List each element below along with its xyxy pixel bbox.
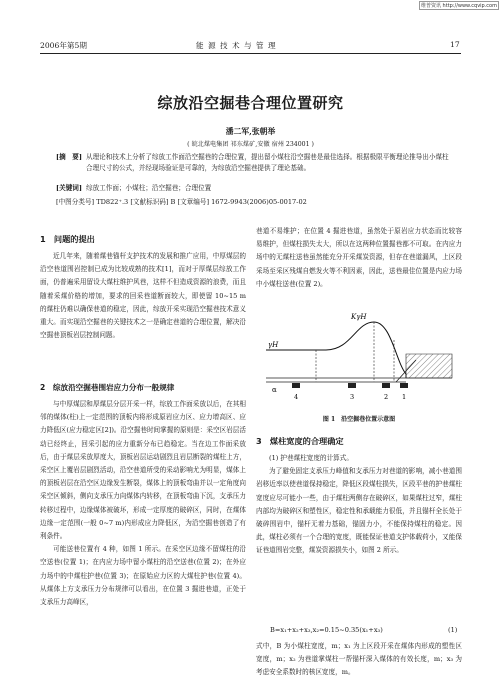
paragraph: 近几年来，随着煤巷锚杆支护技术的发展和推广应用，中厚煤层的沿空巷道围岩控制已成为比较成熟的技术[1]，而对于厚煤层综放工作面，仍普遍采用留设大煤柱维护风巷，这样不但造成资源的浪费，而且随着采煤价格的增加，要求的回采巷道断面较大，即使留 10~15 m 的煤柱仍难以确保巷道的稳定，因此，综放开采实现沿空掘巷技术意义重大。而实现沿空掘巷的关键技术之一是确定巷道的合理位置，解决沿空掘巷顶板岩层控制问题。 [40, 252, 246, 340]
abstract-text: 从理论和技术上分析了综放工作面沿空掘巷的合理位置，提出留小煤柱沿空掘巷是最佳选择。根据极限平衡理论推导出小煤柱合理尺寸的公式，并经现场验证是可靠的，为综放沿空掘巷提供了理论基础。 [86, 153, 449, 172]
header-rule [40, 53, 461, 54]
issue-number: 2006年第5期 [40, 41, 87, 50]
goaf-area [406, 354, 452, 378]
label-yh: γH [268, 341, 279, 349]
roadway-4 [292, 383, 300, 388]
right-column-body [256, 225, 462, 291]
figure-caption: 图 1 沿空掘巷位置示意图 [322, 416, 396, 423]
section-2-title: 2 综放沿空掘巷围岩应力分布一般规律 [40, 383, 175, 392]
paragraph: 为了避免固定支承压力峰值和支承压力对巷道的影响，减小巷道围岩移近率以使巷道保持稳定，降低区段煤柱损失，区段平巷的护巷煤柱宽度应尽可能小一些，由于煤柱两侧存在破碎区，如果煤柱过窄，煤柱内部均为破碎区和塑性区，稳定性和承载能力很低，并且锚杆全长处于破碎围岩中，锚杆无着力基础，锚固力小，不能保持煤柱的稳定。因此，煤柱必须有一个合理的宽度，既能保证巷道支护体载荷小，又能保证巷道围岩完整，煤炭资源损失小，如图 2 所示。 [256, 467, 462, 555]
keywords-label: [关键词] [56, 184, 83, 192]
figure-1 [256, 310, 462, 410]
section-3-body [256, 452, 462, 558]
section-2-body [40, 398, 246, 609]
section-1-body [40, 250, 246, 342]
roadway-3 [348, 383, 356, 388]
paragraph: 与中厚煤层和厚煤层分层开采一样，综放工作面采放以后，在其相邻的煤体(柱)上一定范围的顶板内将形成原岩应力区、应力增高区、应力降低区(应力稳定区[2])。沿空掘巷时间掌握的原则是：采空区岩层活动已经终止，回采引起的应力重新分布已趋稳定。当在边工作面采放后，由于煤层采放厚度大，顶板岩层运动剧烈且岩层断裂的煤柱上方，采空区上覆岩层剧烈活动，沿空巷道所受的采动影响尤为明显，煤体上的顶板岩层在沿空区边缘发生断裂，煤体上的顶板弯曲并以一定角度向采空区倾斜，侧向支承压力向煤体内转移，在顶板弯曲下沉，支承压力转移过程中，边缘煤体被破坏，形成一定厚度的破碎区，同时，在煤体边缘一定范围(一般 0~7 m)内形成应力降低区，为沿空掘巷创造了有利条件。 [40, 400, 246, 541]
section-3-title: 3 煤柱宽度的合理确定 [256, 436, 344, 446]
roadway-1 [400, 383, 408, 388]
stress-curve [266, 322, 406, 378]
paper-title: 综放沿空掘巷合理位置研究 [157, 94, 344, 112]
subheading: (1) 护巷煤柱宽度的计算式。 [269, 454, 353, 462]
keywords-text: 综放工作面；小煤柱；沿空掘巷；合理位置 [86, 184, 212, 192]
roadway-2 [382, 383, 390, 388]
position-label: 2 [384, 393, 389, 401]
position-label: 3 [350, 393, 355, 401]
position-label: 4 [294, 393, 299, 401]
section-1-title: 1 问题的提出 [40, 234, 95, 244]
affiliation: ( 皖北煤电集团 祁东煤矿,安徽 宿州 234001 ) [187, 141, 314, 148]
equation-description [256, 640, 462, 680]
journal-name: 能 源 技 术 与 管 理 [196, 41, 277, 50]
page-number: 17 [450, 40, 460, 49]
classification-line: [中图分类号] TD822⁺.3 [文献标识码] B [文章编号] 1672-9943(2006)05-0017-02 [56, 198, 307, 206]
label-kyh: KγH [351, 313, 367, 321]
equation: B=x₁+x₂+x₃,x₂=0.15~0.35(x₁+x₃) [270, 626, 383, 634]
watermark: 维普资讯 http://www.cqvip.com [420, 3, 497, 9]
equation-number: (1) [448, 626, 458, 634]
keywords [56, 183, 450, 194]
authors: 潘二军,张朝举 [225, 127, 276, 136]
abstract [56, 152, 450, 174]
paragraph: 巷道不易维护；在位置 4 掘进巷道，虽然处于原岩应力状态而比较容易维护，但煤柱损失太大，所以在这两种位置掘巷都不可取。在内应力场中的无煤柱送巷虽然能充分开采煤炭资源，但存在巷道漏风，上区段采场至采区残煤自燃发火等不利因素，因此，送巷最佳位置是内应力场中小煤柱送巷(位置 2)。 [256, 227, 462, 288]
abstract-label: [摘 要] [56, 153, 83, 161]
paragraph: 式中，B 为小煤柱宽度，m；x₁ 为上区段开采在煤体内形成的塑性区宽度，m；x₂ 为巷道掌煤柱一帮锚杆深入煤体的有效长度，m；x₃ 为考虑安全系数时的核区宽度，m。 [256, 642, 462, 677]
paragraph: 可能送巷位置有 4 种，如图 1 所示。在采空区边缘不留煤柱的沿空送巷(位置 1)；在内应力场中留小煤柱的沿空送巷(位置 2)；在外应力场中的中煤柱护巷(位置 3)；在原始应力区的大煤柱护巷(位置 4)。从煤体上方支承压力分布规律可以看出，在位置 3 掘进巷道，正处于支承压力高峰区， [40, 545, 246, 607]
label-alpha: α [272, 386, 277, 394]
position-label: 1 [402, 393, 407, 401]
